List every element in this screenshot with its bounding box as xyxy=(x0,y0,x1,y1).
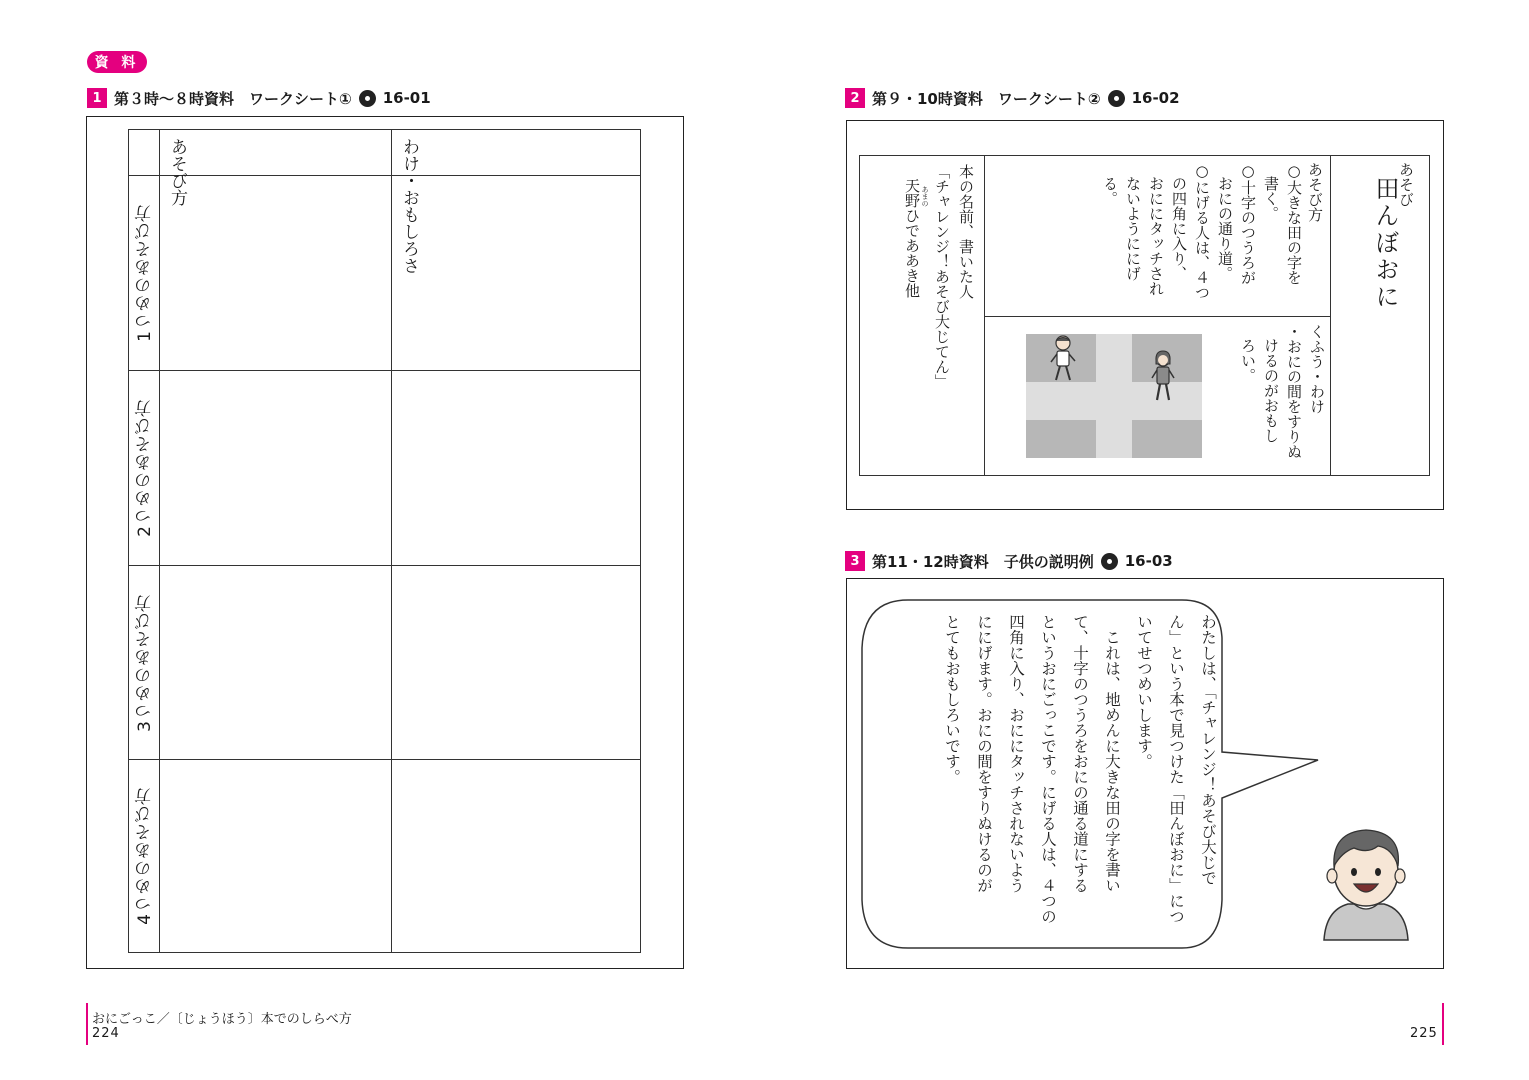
row-header-4: 4つめのあそび方 xyxy=(134,787,155,925)
kufu-line: くふう・わけ xyxy=(1308,324,1326,414)
author-ruby: あまの xyxy=(921,186,929,207)
footer-book-title: おにごっこ／〔じょうほう〕本でのしらべ方 xyxy=(92,1012,352,1027)
speech-line: いてせつめいします。 xyxy=(1135,614,1153,769)
section2-code: 16-02 xyxy=(1131,89,1180,107)
section1-title: 第３時～８時資料 ワークシート① xyxy=(114,89,352,108)
child-speaker-icon xyxy=(1318,818,1414,942)
row-header-2: 2つめのあそび方 xyxy=(134,399,155,537)
page-number-left: 224 xyxy=(92,1026,120,1041)
howto-line: 書く。 xyxy=(1262,176,1280,221)
howto-line: おにの通り道。 xyxy=(1216,176,1234,281)
footer-left-bar xyxy=(86,1003,88,1045)
child-runner-icon xyxy=(1148,350,1178,406)
row-header-3: 3つめのあそび方 xyxy=(134,593,155,732)
speech-line: ににげます。おにの間をすりぬけるのが xyxy=(975,614,993,893)
speech-line: わたしは、「チャレンジ！あそび大じで xyxy=(1199,614,1217,886)
col-header-wake: わけ・おもしろさ xyxy=(399,138,419,274)
speech-line: とてもおもしろいです。 xyxy=(943,614,961,785)
howto-line: おににタッチされ xyxy=(1147,176,1165,296)
howto-line: る。 xyxy=(1101,176,1119,206)
kufu-line: けるのがおもし xyxy=(1262,338,1280,443)
speech-line: て、十字のつうろをおにの通る道にする xyxy=(1071,614,1089,893)
game-name: 田んぼおに xyxy=(1371,176,1399,311)
section1-code: 16-01 xyxy=(382,89,431,107)
howto-line: の四角に入り、 xyxy=(1170,176,1188,281)
kufu-line: ・おにの間をすりぬ xyxy=(1285,324,1303,459)
worksheet2-card xyxy=(859,155,1430,476)
speech-line: これは、地めんに大きな田の字を書い xyxy=(1103,614,1121,893)
section2-heading xyxy=(845,87,1180,109)
footer-right-bar xyxy=(1442,1003,1444,1045)
asobi-label: あそび xyxy=(1397,162,1415,207)
section2-number: 2 xyxy=(845,88,865,108)
howto-line: ○十字のつうろが xyxy=(1239,162,1257,285)
book-label: 本の名前、書いた人 xyxy=(957,164,975,299)
book-name: 「チャレンジ！あそび大じてん」 xyxy=(933,164,951,389)
col-header-asobikata: あそび方 xyxy=(167,138,187,206)
section3-number: 3 xyxy=(845,551,865,571)
section3-title: 第11・12時資料 子供の説明例 xyxy=(872,552,1094,571)
section2-title: 第９・10時資料 ワークシート② xyxy=(872,89,1101,108)
speech-line: 四角に入り、おににタッチされないよう xyxy=(1007,614,1025,893)
section1-number: 1 xyxy=(87,88,107,108)
page-number-right: 225 xyxy=(1410,1026,1438,1041)
howto-line: ○にげる人は、４つ xyxy=(1193,162,1211,300)
howto-line: あそび方 xyxy=(1306,162,1324,222)
child-runner-icon xyxy=(1048,334,1078,386)
worksheet1-table xyxy=(128,129,641,953)
section3-code: 16-03 xyxy=(1124,552,1173,570)
tanbo-field-diagram xyxy=(1026,334,1202,458)
section3-heading xyxy=(845,550,1173,572)
speech-text xyxy=(905,614,1225,934)
cd-disc-icon xyxy=(1108,90,1125,107)
howto-line: ないようににげ xyxy=(1124,176,1142,281)
material-badge: 資 料 xyxy=(87,51,147,73)
cd-disc-icon xyxy=(359,90,376,107)
speech-line: というおにごっこです。にげる人は、４つの xyxy=(1039,614,1057,924)
kufu-line: ろい。 xyxy=(1239,338,1257,383)
row-header-1: 1つめのあそび方 xyxy=(134,204,155,342)
book-author: 天野ひでああき他 xyxy=(903,178,921,298)
cd-disc-icon xyxy=(1101,553,1118,570)
section1-heading xyxy=(87,87,431,109)
speech-line: ん」という本で見つけた「田んぼおに」につ xyxy=(1167,614,1185,924)
howto-line: ○大きな田の字を xyxy=(1285,162,1303,285)
